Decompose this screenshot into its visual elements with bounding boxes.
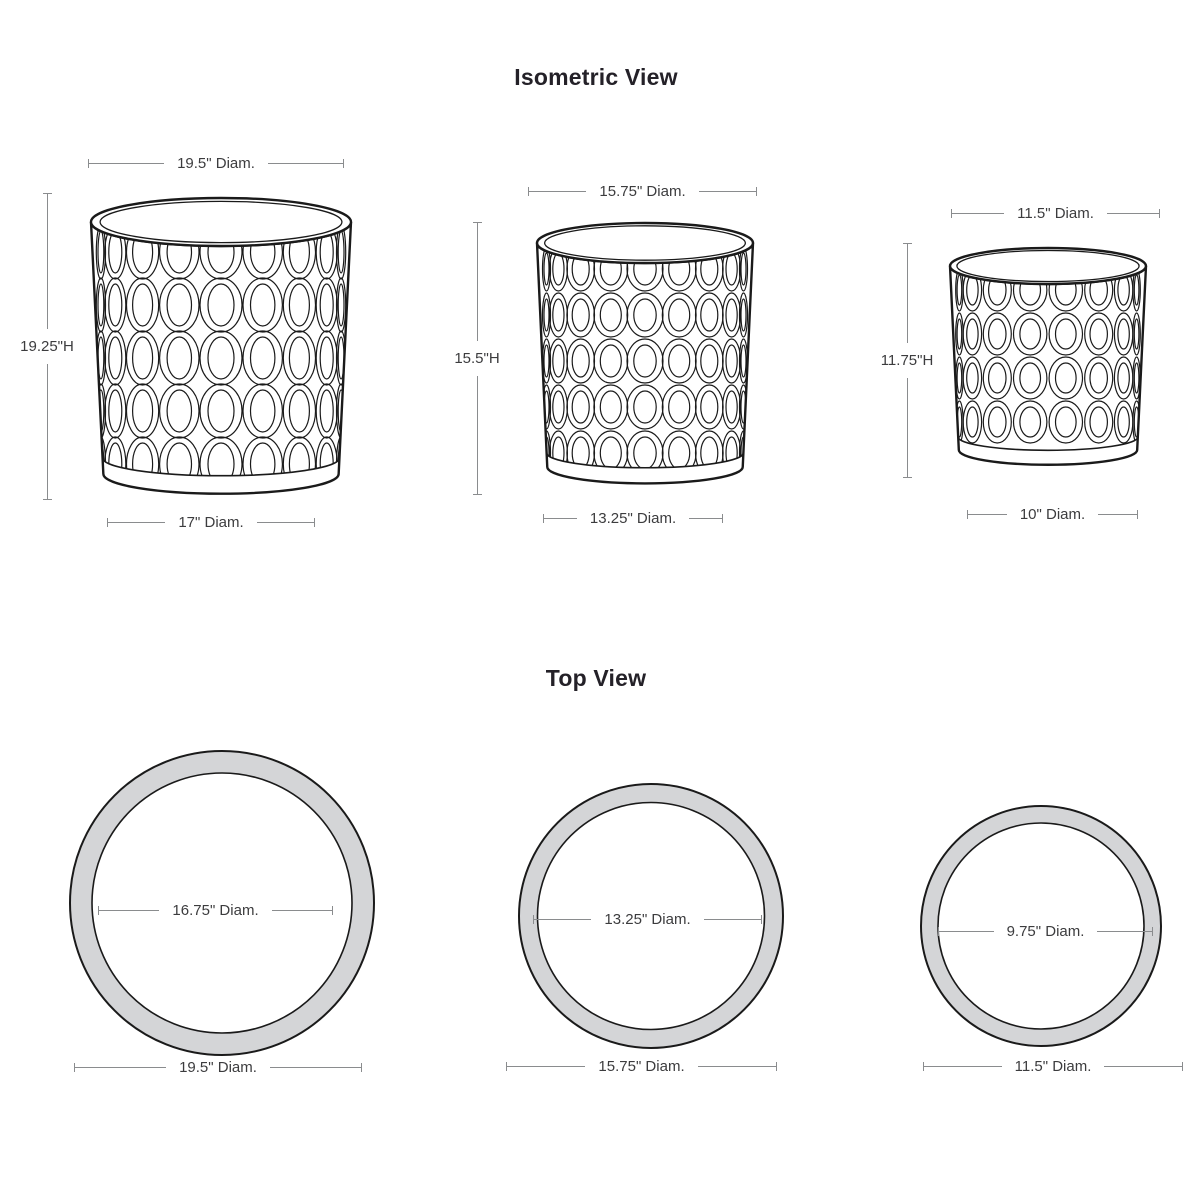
dim-line [89, 163, 164, 164]
dim-tick [1182, 1062, 1183, 1071]
dim-line [544, 518, 577, 519]
dim-ring-large-outer-diameter [74, 1059, 362, 1075]
dim-tick [776, 1062, 777, 1071]
dim-tick [756, 187, 757, 196]
dim-tick [1137, 510, 1138, 519]
dim-line [268, 163, 343, 164]
planter-small-drawing [945, 245, 1151, 468]
dim-tick [361, 1063, 362, 1072]
dim-tick [1159, 209, 1160, 218]
dim-line [270, 1067, 361, 1068]
dim-ring-medium-inner-diameter [533, 911, 762, 927]
dim-line [1104, 1066, 1182, 1067]
dim-line [99, 910, 159, 911]
dim-label: 11.5" Diam. [1017, 204, 1094, 222]
dim-label: 11.5" Diam. [1014, 1057, 1092, 1075]
dim-tick [343, 159, 344, 168]
dim-tick [43, 499, 52, 500]
dim-tick [473, 494, 482, 495]
dim-line [907, 378, 908, 477]
dim-planter-medium-height [435, 222, 519, 495]
dim-line [699, 191, 756, 192]
dim-ring-small-outer-diameter [923, 1058, 1183, 1074]
dim-line [689, 518, 722, 519]
dim-planter-medium-top-diameter [528, 183, 757, 199]
dim-line [907, 244, 908, 343]
dim-line [924, 1066, 1002, 1067]
dim-label: 17" Diam. [178, 513, 244, 531]
dim-label: 15.75" Diam. [598, 1057, 685, 1075]
dim-line [47, 364, 48, 499]
dim-line [272, 910, 332, 911]
dim-label: 11.75"H [880, 352, 934, 369]
dim-label: 10" Diam. [1019, 505, 1086, 523]
dim-line [529, 191, 586, 192]
dim-line [1107, 213, 1159, 214]
dim-tick [722, 514, 723, 523]
dim-line [257, 522, 314, 523]
dim-planter-large-top-diameter [88, 155, 344, 171]
planter-large-drawing [86, 195, 356, 497]
dim-label: 15.5"H [454, 350, 500, 367]
dim-line [1097, 931, 1152, 932]
dim-line [507, 1066, 585, 1067]
dim-label: 16.75" Diam. [172, 901, 259, 919]
dim-line [939, 931, 994, 932]
dim-planter-small-height [865, 243, 949, 478]
dim-line [952, 213, 1004, 214]
dim-line [47, 194, 48, 329]
planter-medium-drawing [532, 220, 758, 487]
dim-ring-medium-outer-diameter [506, 1058, 777, 1074]
dim-label: 13.25" Diam. [589, 509, 677, 527]
dim-planter-large-height [5, 193, 89, 500]
dim-label: 9.75" Diam. [1006, 922, 1085, 940]
dim-line [477, 223, 478, 341]
dim-label: 19.5" Diam. [179, 1058, 257, 1076]
dim-ring-large-inner-diameter [98, 902, 333, 918]
dim-tick [903, 477, 912, 478]
dim-planter-large-bottom-diameter [107, 514, 315, 530]
dim-planter-small-bottom-diameter [967, 506, 1138, 522]
dim-line [704, 919, 761, 920]
dim-planter-medium-bottom-diameter [543, 510, 723, 526]
dim-label: 19.5" Diam. [177, 154, 255, 172]
dim-line [1098, 514, 1137, 515]
dim-tick [332, 906, 333, 915]
dim-line [698, 1066, 776, 1067]
dim-tick [761, 915, 762, 924]
dim-line [477, 376, 478, 494]
dim-ring-small-inner-diameter [938, 923, 1153, 939]
top-view-title: Top View [545, 665, 647, 691]
dim-planter-small-top-diameter [951, 205, 1160, 221]
isometric-view-title: Isometric View [514, 64, 678, 90]
dim-line [75, 1067, 166, 1068]
dim-line [108, 522, 165, 523]
dim-line [968, 514, 1007, 515]
dim-tick [314, 518, 315, 527]
dim-tick [1152, 927, 1153, 936]
dim-label: 15.75" Diam. [599, 182, 686, 200]
dim-label: 13.25" Diam. [604, 910, 691, 928]
dim-line [534, 919, 591, 920]
dim-label: 19.25"H [20, 338, 74, 355]
